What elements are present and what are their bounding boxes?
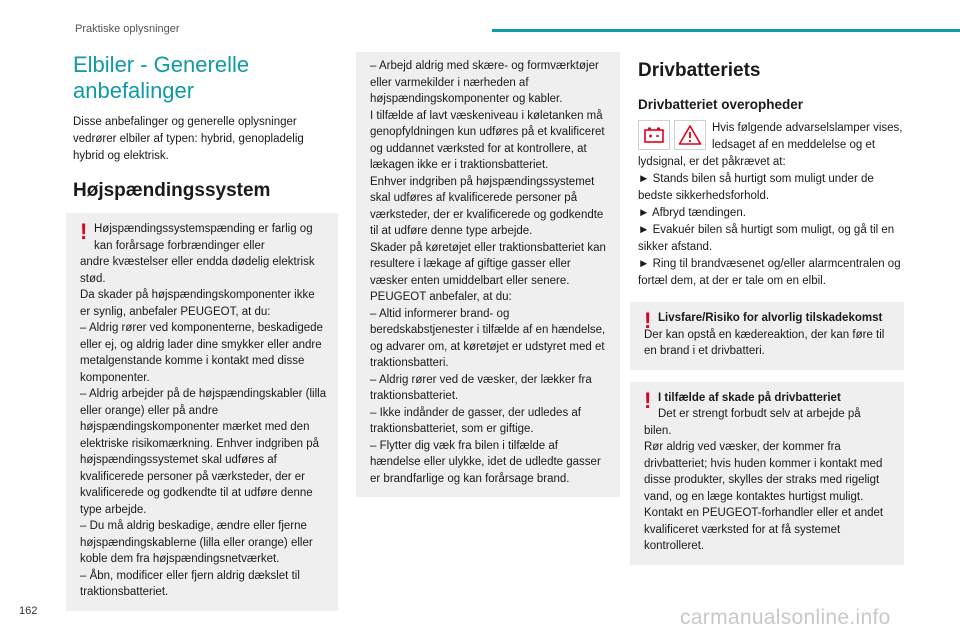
overheat-step-4: ► Ring til brandvæsenet og/eller alarmcentralen og fortæl dem, at der er tale om en elbil. <box>638 258 901 287</box>
damage-title: I tilfælde af skade på drivbatteriet <box>658 391 841 404</box>
warning-box-danger <box>630 302 904 370</box>
warning-box-high-voltage <box>66 213 338 611</box>
warning-bullet-2: – Aldrig arbejder på de højspændingskabler (lilla eller orange) eller på andre højspændingskomponenter mærket med den elektriske risikomærkning. Enhver indgriben på højspændingssystemet skal udføres af kvalificerede personer på værksteder, der er kvalificerede og godkendte til at udføre denne type arbejde. <box>80 388 327 516</box>
header-accent-bar <box>492 29 960 32</box>
watermark: carmanualsonline.info <box>680 606 891 629</box>
warning-box-damage <box>630 382 904 565</box>
damage-first-line: Det er strengt forbudt selv at arbejde på <box>658 408 861 420</box>
overheat-step-3: ► Evakuér bilen så hurtigt som muligt, og gå til en sikker afstand. <box>638 224 895 253</box>
page-number: 162 <box>19 605 38 617</box>
subheading-overheat: Drivbatteriet overopheder <box>638 97 804 112</box>
warning-icon: ! <box>80 219 88 244</box>
continued-bullet-7: – Aldrig rører ved de væsker, der lækker fra traktionsbatteriet. <box>370 373 592 402</box>
overheat-intro: Hvis følgende advarselslamper vises, ledsaget af en meddelelse og et lydsignal, er det påkrævet at: <box>638 122 903 168</box>
damage-rest: bilen. <box>644 424 672 437</box>
warning-bullet-3: – Du må aldrig beskadige, ændre eller fjerne højspændingskablerne (lilla eller orange) eller koble dem fra højspændingsnetværket. <box>80 520 313 565</box>
continued-paragraph-5: PEUGEOT anbefaler, at du: <box>370 291 512 303</box>
section-title-line1: Elbiler - Generelle <box>73 52 250 77</box>
damage-paragraph-3: Kontakt en PEUGEOT-forhandler eller et andet kvalificeret værksted for at få systemet kontrolleret. <box>644 507 884 552</box>
continued-bullet-8: – Ikke indånder de gasser, der udledes af traktionsbatteriet, som er giftige. <box>370 406 581 435</box>
overheat-step-2: ► Afbryd tændingen. <box>638 207 746 219</box>
warning-bullet-1: – Aldrig rører ved komponenterne, beskadigede eller ej, og aldrig lader dine smykker eller andre metalgenstande komme i kontakt med disse komponenter. <box>80 322 323 384</box>
column-left <box>66 52 338 611</box>
warning-paragraph: Da skader på højspændingskomponenter ikke er synlig, anbefaler PEUGEOT, at du: <box>80 289 315 318</box>
overheat-instructions <box>638 120 904 290</box>
continued-bullet-1: – Arbejd aldrig med skære- og formværktøjer eller varmekilder i nærheden af højspændingskomponenter og kabler. <box>370 60 599 105</box>
section-title <box>73 52 338 104</box>
warning-box-continued <box>356 52 620 497</box>
column-right <box>626 52 904 565</box>
warning-rest: andre kvæstelser eller endda dødelig elektrisk stød. <box>80 256 315 285</box>
danger-text: Der kan opstå en kædereaktion, der kan føre til en brand i et drivbatteri. <box>644 328 885 357</box>
heading-high-voltage: Højspændingssystem <box>73 180 271 201</box>
battery-warning-icon <box>638 120 670 150</box>
warning-icon: ! <box>644 387 652 413</box>
warning-bullet-4: – Åbn, modificer eller fjern aldrig dækslet til traktionsbatteriet. <box>80 569 300 598</box>
heading-drive-battery: Drivbatteriets <box>638 60 761 81</box>
warning-icon: ! <box>644 308 652 333</box>
continued-paragraph-2: I tilfælde af lavt væskeniveau i køletanken må genopfyldningen kun udføres på et kvalificeret og uddannet værksted for at kontrollere, at lækagen ikke er i traktionsbatteriet. <box>370 109 605 171</box>
overheat-step-1: ► Stands bilen så hurtigt som muligt under de bedste sikkerhedsforhold. <box>638 173 874 202</box>
continued-paragraph-3: Enhver indgriben på højspændingssystemet skal udføres af kvalificerede personer på værksteder, der er kvalificerede og godkendte til at udføre denne type arbejde. <box>370 175 604 237</box>
warning-lamp-icons <box>638 120 706 150</box>
continued-bullet-9: – Flytter dig væk fra bilen i tilfælde af hændelse eller ulykke, idet de udledte gasser er brandfarlige og kan forårsage brand. <box>370 439 601 485</box>
running-header: Praktiske oplysninger <box>75 23 180 35</box>
danger-title: Livsfare/Risiko for alvorlig tilskadekomst <box>658 312 883 324</box>
damage-paragraph-2: Rør aldrig ved væsker, der kommer fra drivbatteriet; hvis huden kommer i kontakt med disse produkter, skylles der straks med rigeligt vand, og en læge kontaktes hurtigst muligt. <box>644 441 883 503</box>
section-title-line2: anbefalinger <box>73 78 195 103</box>
intro-paragraph: Disse anbefalinger og generelle oplysninger vedrører elbiler af typen: hybrid, genopladelig hybrid og elektrisk. <box>73 116 304 162</box>
continued-bullet-6: – Altid informerer brand- og beredskabstjenester i tilfælde af en hændelse, og advarer om, at køretøjet er udstyret med et traktionsbatteri. <box>370 307 606 369</box>
continued-paragraph-4: Skader på køretøjet eller traktionsbatteriet kan resultere i lækage af giftige gasser eller væsker enten umiddelbart eller senere. <box>370 241 606 287</box>
column-middle <box>356 52 620 497</box>
warning-first-line: Højspændingssystemspænding er farlig og kan forårsage forbrændinger eller <box>94 223 313 252</box>
triangle-warning-icon <box>674 120 706 150</box>
